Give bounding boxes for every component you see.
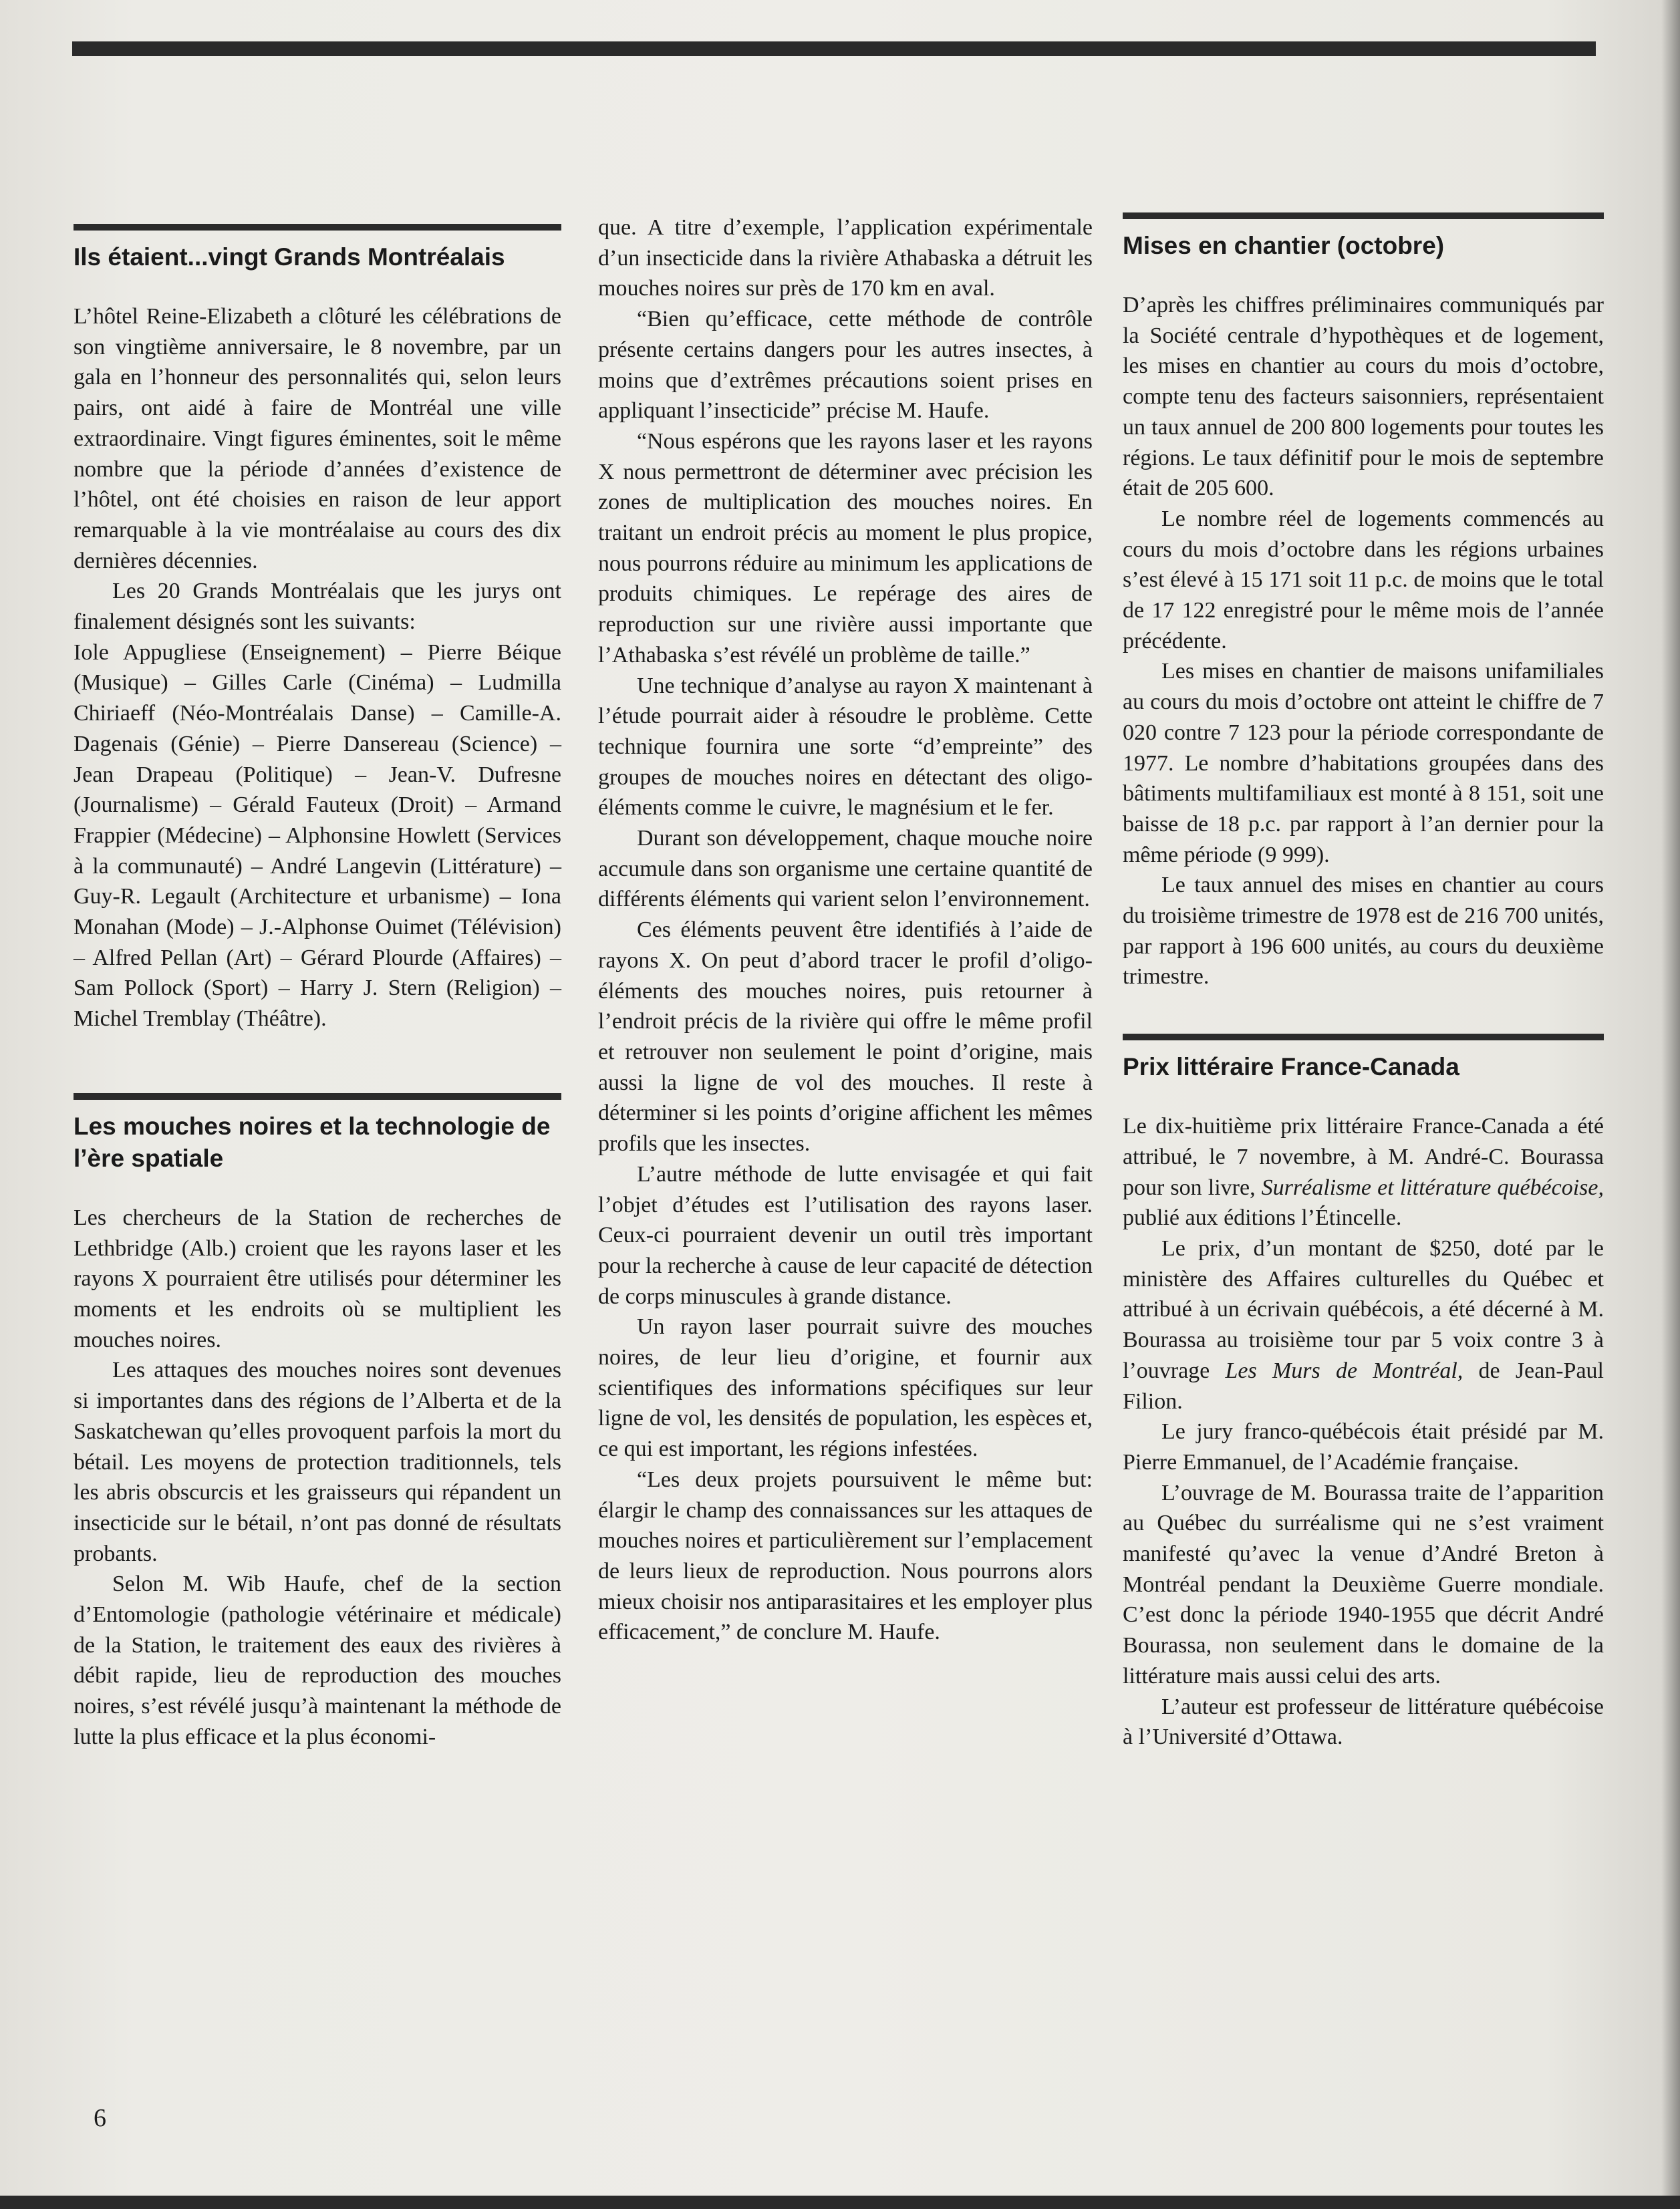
text-run: Le dix-huitième prix littéraire France-Canada a été attribué, le 7 novembre, à M. André-C. Bourassa pour son livre, [1123,1114,1604,1200]
column-2 [598,212,1093,1648]
paragraph: Ces éléments peuvent être identifiés à l’aide de rayons X. On peut d’abord tracer le profil d’oligo-éléments des mouches noires, puis retourner à l’endroit précis de la rivière qui offre le même profil et retrouver non seulement le point d’origine, mais aussi la ligne de vol des mouches. Il reste à déterminer si les points d’origine affichent les mêmes profils que les insectes. [598,917,1093,1157]
paragraph [1123,1111,1604,1233]
section-rule [74,224,561,231]
paragraph: Les chercheurs de la Station de recherches de Lethbridge (Alb.) croient que les rayons laser et les rayons X pourraient être utilisés pour déterminer les moments et les endroits où se multiplient les mouches noires. [74,1205,561,1352]
paragraph: Durant son développement, chaque mouche noire accumule dans son organisme une certaine quantité de différents éléments qui varient selon l’environnement. [598,826,1093,912]
page-number: 6 [94,2104,106,2132]
paragraph: Le taux annuel des mises en chantier au cours du troisième trimestre de 1978 est de 216 700 unités, par rapport à 196 600 unités, au cours du deuxième trimestre. [1123,873,1604,990]
book-title: Surréalisme et littérature québécoise, [1261,1175,1604,1200]
paragraph: “Nous espérons que les rayons laser et les rayons X nous permettront de déterminer avec précision les zones de multiplication des mouches noires. En traitant un endroit précis au moment le plus propice, nous pourrons réduire au minimum les applications de produits chimiques. Le repérage des aires de reproduction sur une rivière aussi importante que l’Athabaska s’est révélé un problème de taille.” [598,428,1093,668]
book-title: Les Murs de Montréal, [1225,1358,1463,1383]
headline-grands-montrealais: Ils étaient...vingt Grands Montréalais [74,243,505,271]
text-run: Le prix, d’un montant de $250, doté par le ministère des Affaires culturelles du Québec et attribué à un écrivain québécois, a été décerné à M. Bourassa au troisième tour par 5 voix contre 3 à l’ouvrage [1123,1235,1604,1383]
section-rule [1123,212,1604,219]
paragraph: L’auteur est professeur de littérature québécoise à l’Université d’Ottawa. [1123,1694,1604,1750]
paragraph: D’après les chiffres préliminaires communiqués par la Société centrale d’hypothèques et de logement, les mises en chantier au cours du mois d’octobre, compte tenu des facteurs saisonniers, représentaient un taux annuel de 200 800 logements pour toutes les régions. Le taux définitif pour le mois de septembre était de 205 600. [1123,293,1604,501]
paragraph: L’hôtel Reine-Elizabeth a clôturé les célébrations de son vingtième anniversaire, le 8 novembre, par un gala en l’honneur des personnalités qui, selon leurs pairs, ont aidé à faire de Montréal une ville extraordinaire. Vingt figures éminentes, soit le même nombre que la période d’années d’existence de l’hôtel, ont été choisies en raison de leur apport remarquable à la vie montréalaise au cours des dix dernières décennies. [74,304,561,573]
headline-mises-en-chantier: Mises en chantier (octobre) [1123,232,1445,259]
paragraph: Le nombre réel de logements commencés au cours du mois d’octobre dans les régions urbaines s’est élevé à 15 171 soit 11 p.c. de moins que le total de 17 122 enregistré pour le même mois de l’année précédente. [1123,506,1604,653]
paragraph: Les 20 Grands Montréalais que les jurys ont finalement désignés sont les suivants: [74,579,561,635]
paragraph: Un rayon laser pourrait suivre des mouches noires, de leur lieu d’origine, et fournir aux scientifiques des informations spécifiques sur leur ligne de vol, les densités de population, les espèces et, ce qui est important, les régions infestées. [598,1314,1093,1462]
paragraph: Une technique d’analyse au rayon X maintenant à l’étude pourrait aider à résoudre le problème. Cette technique fournira une sorte “d’empreinte” des groupes de mouches noires en détectant des oligo-éléments comme le cuivre, le magnésium et le fer. [598,673,1093,821]
paragraph: L’autre méthode de lutte envisagée et qui fait l’objet d’études est l’utilisation des rayons laser. Ceux-ci pourraient devenir un outil très important pour la recherche à cause de leur capacité de détection de corps minuscules à grande distance. [598,1161,1093,1309]
section-rule [74,1093,561,1100]
paragraph [1123,1233,1604,1417]
paragraph-continuation: que. A titre d’exemple, l’application expérimentale d’un insecticide dans la rivière Athabaska a détruit les mouches noires sur près de 170 km en aval. [598,215,1093,301]
section-rule [1123,1034,1604,1040]
paragraph: Le jury franco-québécois était présidé par M. Pierre Emmanuel, de l’Académie française. [1123,1419,1604,1475]
headline-prix-litteraire: Prix littéraire France-Canada [1123,1053,1459,1081]
top-rule [72,41,1596,56]
column-1 [74,224,561,1753]
paragraph: “Les deux projets poursuivent le même but: élargir le champ des connaissances sur les attaques de mouches noires et particulièrement sur l’emplacement de leurs lieux de reproduction. Nous pourrons alors mieux choisir nos antiparasitaires et les employer plus efficacement,” de conclure M. Haufe. [598,1467,1093,1645]
paragraph: L’ouvrage de M. Bourassa traite de l’apparition au Québec du surréalisme qui ne s’est vraiment manifesté qu’avec la venue d’André Breton à Montréal pendant la Deuxième Guerre mondiale. C’est donc la période 1940-1955 que décrit André Bourassa, non seulement dans le domaine de la littérature mais aussi celui des arts. [1123,1480,1604,1688]
paragraph: Les attaques des mouches noires sont devenues si importantes dans des régions de l’Alberta et de la Saskatchewan qu’elles provoquent parfois la mort du bétail. Les moyens de protection traditionnels, tels les abris obscurcis et les graisseurs qui répandent un insecticide sur le bétail, n’ont pas donné de résultats probants. [74,1358,561,1566]
column-3 [1123,212,1604,1753]
text-run: publié aux éditions l’Étincelle. [1123,1205,1402,1231]
text-run: de Jean-Paul Filion. [1123,1358,1604,1414]
paragraph: “Bien qu’efficace, cette méthode de contrôle présente certains dangers pour les autres insectes, à moins que d’extrêmes précautions soient prises en appliquant l’insecticide” précise M. Haufe. [598,307,1093,424]
headline-mouches-noires: Les mouches noires et la technologie de l’ère spatiale [74,1112,551,1172]
paragraph: Les mises en chantier de maisons unifamiliales au cours du mois d’octobre ont atteint le chiffre de 7 020 contre 7 123 pour la période correspondante de 1977. Le nombre d’habitations groupées dans des bâtiments multifamiliaux est monté à 8 151, soit une baisse de 18 p.c. par rapport à l’an dernier pour la même période (9 999). [1123,659,1604,867]
bottom-edge [0,2196,1680,2209]
paragraph-laureates-list: Iole Appugliese (Enseignement) – Pierre Béique (Musique) – Gilles Carle (Cinéma) – Ludmilla Chiriaeff (Néo-Montréalais Danse) – Camille-A. Dagenais (Génie) – Pierre Dansereau (Science) – Jean Drapeau (Politique) – Jean-V. Dufresne (Journalisme) – Gérald Fauteux (Droit) – Armand Frappier (Médecine) – Alphonsine Howlett (Services à la communauté) – André Langevin (Littérature) – Guy-R. Legault (Architecture et urbanisme) – Iona Monahan (Mode) – J.-Alphonse Ouimet (Télévision) – Alfred Pellan (Art) – Gérard Plourde (Affaires) – Sam Pollock (Sport) – Harry J. Stern (Religion) – Michel Tremblay (Théâtre). [74,639,561,1032]
page-edge-shadow [1661,0,1680,2209]
paragraph: Selon M. Wib Haufe, chef de la section d’Entomologie (pathologie vétérinaire et médicale) de la Station, le traitement des eaux des rivières à débit rapide, lieu de reproduction des mouches noires, s’est révélé jusqu’à maintenant la méthode de lutte la plus efficace et la plus économi- [74,1572,561,1749]
